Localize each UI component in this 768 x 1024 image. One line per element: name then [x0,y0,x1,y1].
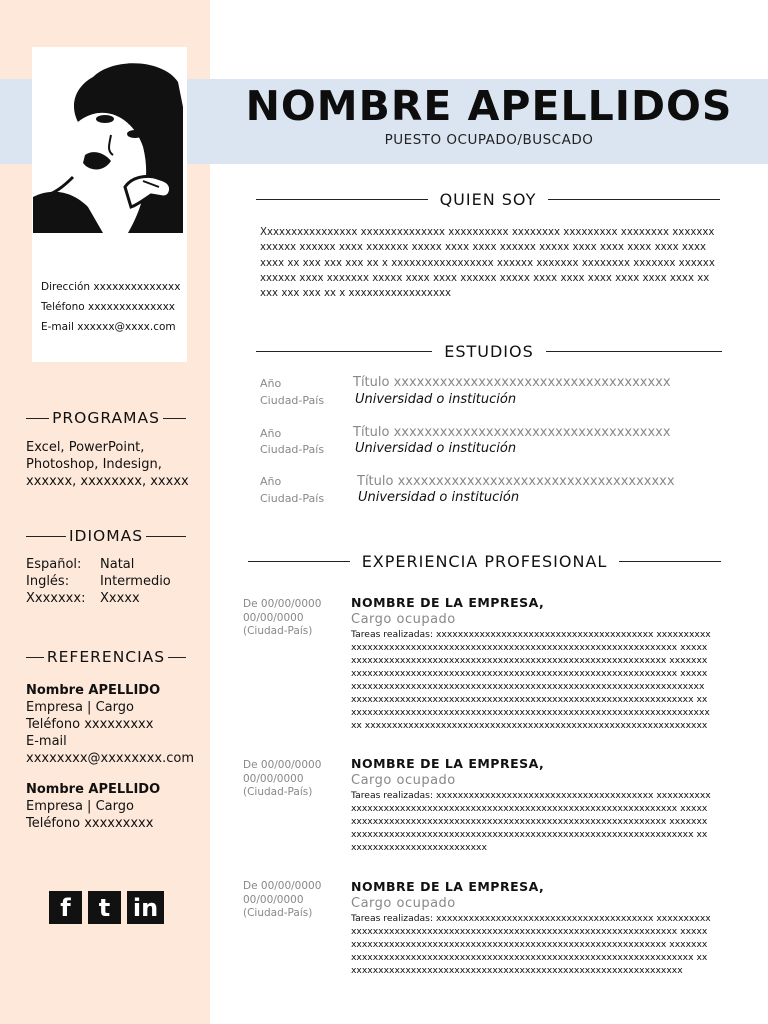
programs-list: Excel, PowerPoint, Photoshop, Indesign, xxxxxx, xxxxxxxx, xxxxx [26,440,189,489]
experience-dates: De 00/00/0000 00/00/0000 (Ciudad-País) [243,880,322,919]
photo-contact-card [32,47,187,362]
contact-address: Dirección xxxxxxxxxxxxxx [41,281,181,293]
experience-item: NOMBRE DE LA EMPRESA, Cargo ocupado Tareas realizadas: xxxxxxxxxxxxxxxxxxxxxxxxxxxxxxxxxxxxxxxx xxxxxxxxxxxxxxxxxxxxxxxxxxxxxxxxxxxxxxxxxxxxxxxxxxxxxxxxxxxxxxxxxxxxxx xxxxxxxxxxxxxxxxxxxxxxxxxxxxxxxxxxxxxxxxxxxxxxxxxxxxxxxxxxxxxxx xxxxxxxxxxxxxxxxxxxxxxxxxxxxxxxxxxxxxxxxxxxxxxxxxxxxxxxxxxxxxxxxxxxxxx xxxxxxxxxxxxxxxxxxxxxxxxxxxxxxxxxxxxxxxxxxxxxxxxxxxxxxxxxxxxxxx [351,879,711,976]
full-name: NOMBRE APELLIDOS [245,82,733,130]
twitter-icon[interactable]: t [88,891,121,924]
facebook-icon[interactable]: f [49,891,82,924]
experience-item: NOMBRE DE LA EMPRESA, Cargo ocupado Tareas realizadas: xxxxxxxxxxxxxxxxxxxxxxxxxxxxxxxxxxxxxxxx xxxxxxxxxxxxxxxxxxxxxxxxxxxxxxxxxxxxxxxxxxxxxxxxxxxxxxxxxxxxxxxxxxxxxx xxxxxxxxxxxxxxxxxxxxxxxxxxxxxxxxxxxxxxxxxxxxxxxxxxxxxxxxxxxxxxx xxxxxxxxxxxxxxxxxxxxxxxxxxxxxxxxxxxxxxxxxxxxxxxxxxxxxxxxxxxxxxxxxxx xxxxxxxxxxxxxxxxxxxxxxxxxxxxxxxxxxxxxxxxxxxxxxxxxxxxxxxxxxxxxxxxxxxxxx xxxxxxxxxxxxxxxxxxxxxxxxxxxxxxxxxxxxxxxxxxxxxxxxxxxxxxxxxxxxxxx xxxxxxxxxxxxxxxxxxxxxxxxxxxxxxxxxxxxxxxxxxxxxxxxxxxxxxxxxxxxxxxxxxxxxx xxxxxxxxxxxxxxxxxxxxxxxxxxxxxxxxxxxxxxxxxxxxxxxxxxxxxxxxxxxxxxx [351,595,711,731]
language-row: Inglés: Intermedio [26,574,171,589]
contact-email: E-mail xxxxxx@xxxx.com [41,321,176,333]
languages-list [26,556,171,607]
experience-dates: De 00/00/0000 00/00/0000 (Ciudad-País) [243,598,322,637]
about-heading: QUIEN SOY [256,190,720,209]
about-text: Xxxxxxxxxxxxxxxx xxxxxxxxxxxxxx xxxxxxxxxx xxxxxxxx xxxxxxxxx xxxxxxxx xxxxxxx xxxxxx xxxxxx xxxx xxxxxxx xxxxx xxxx xxxx xxxxxx xxxxx xxxx xxxx xxxx xxxx xxxx xxxx xx xxx xxx xxx xx x xxxxxxxxxxxxxxxxx xxxxxx xxxxxxx xxxxxxxx xxxxxxx xxxxxx xxxxxx xxxx xxxxxxx xxxxx xxxx xxxx xxxxxx xxxxx xxxx xxxx xxxx xxxx xxxx xxxx xx xxx xxx xxx xx x xxxxxxxxxxxxxxxxx [260,227,715,300]
language-row: Español: Natal [26,557,135,572]
experience-item: NOMBRE DE LA EMPRESA, Cargo ocupado Tareas realizadas: xxxxxxxxxxxxxxxxxxxxxxxxxxxxxxxxxxxxxxxx xxxxxxxxxxxxxxxxxxxxxxxxxxxxxxxxxxxxxxxxxxxxxxxxxxxxxxxxxxxxxxxxxxxxxx xxxxxxxxxxxxxxxxxxxxxxxxxxxxxxxxxxxxxxxxxxxxxxxxxxxxxxxxxxxxxxx xxxxxxxxxxxxxxxxxxxxxxxxxxxxxxxxxxxxxxxxxxxxxxxxxxxxxxxxxxxxxxxxxxxxxx xxxxxxxxxxxxxxxxxxxxxxxxxxx [351,756,711,853]
language-row: Xxxxxxx: Xxxxx [26,591,140,606]
experience-heading: EXPERIENCIA PROFESIONAL [248,552,721,571]
studies-heading: ESTUDIOS [256,342,722,361]
experience-dates: De 00/00/0000 00/00/0000 (Ciudad-País) [243,759,322,798]
profile-photo [33,47,183,233]
reference-2: Nombre APELLIDO Empresa | Cargo Teléfono xxxxxxxxx [26,782,161,831]
references-heading: REFERENCIAS [26,648,186,666]
job-position: PUESTO OCUPADO/BUSCADO [384,132,594,148]
reference-1: Nombre APELLIDO Empresa | Cargo Teléfono xxxxxxxxx E-mail xxxxxxxx@xxxxxxxx.com [26,683,194,766]
programs-heading: PROGRAMAS [26,409,186,427]
contact-phone: Teléfono xxxxxxxxxxxxxx [41,301,175,313]
languages-heading: IDIOMAS [26,527,186,545]
linkedin-icon[interactable]: in [127,891,164,924]
contact-info [41,277,180,337]
